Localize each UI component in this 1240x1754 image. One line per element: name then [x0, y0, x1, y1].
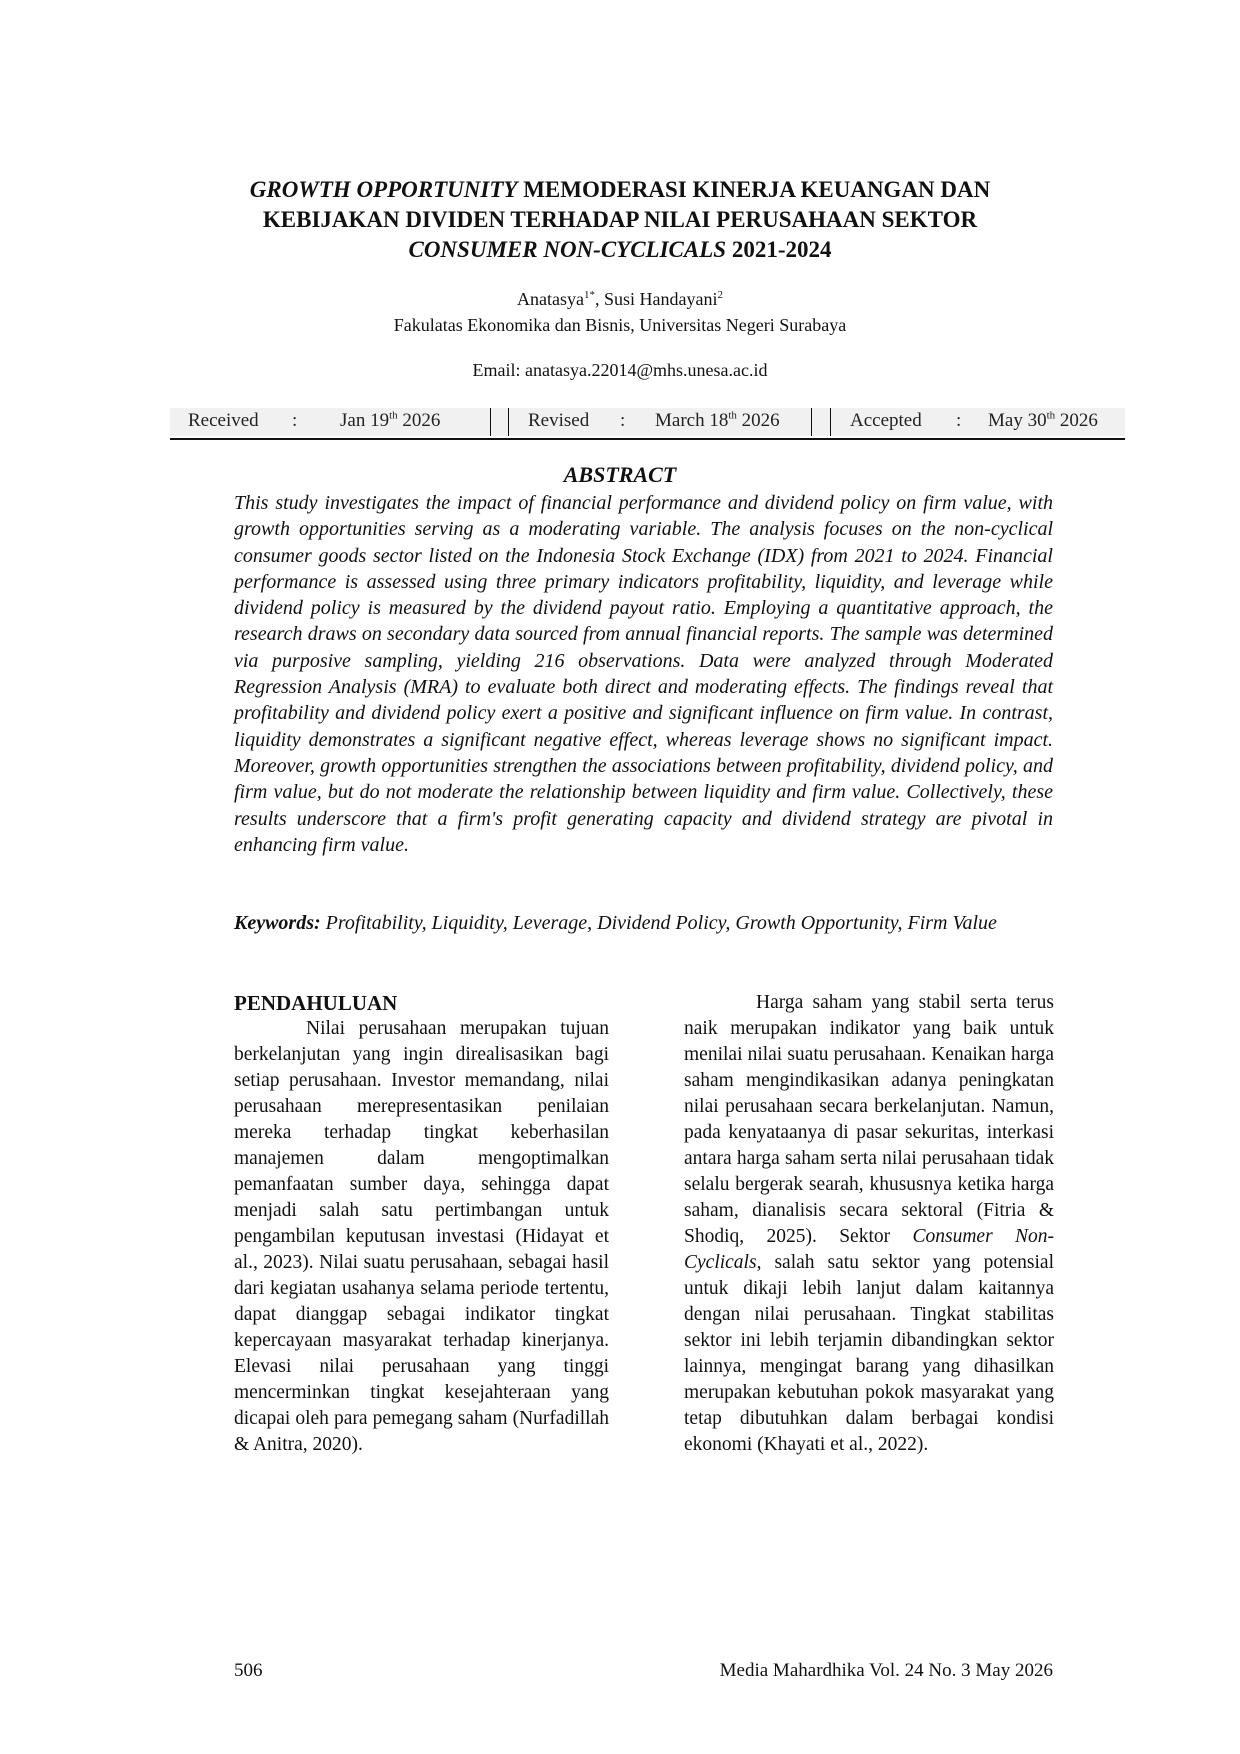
received-date: Jan 19th 2026 [340, 409, 441, 431]
accepted-date: May 30th 2026 [988, 409, 1098, 431]
right-column [684, 990, 1054, 1458]
affiliation: Fakulatas Ekonomika dan Bisnis, Universitas Negeri Surabaya [393, 315, 847, 335]
received-label: Received [188, 410, 259, 431]
left-column [234, 990, 609, 1458]
title-line-2: KEBIJAKAN DIVIDEN TERHADAP NILAI PERUSAHAAN SEKTOR [262, 207, 978, 232]
paragraph-1: Nilai perusahaan merupakan tujuan berkelanjutan yang ingin direalisasikan bagi setiap perusahaan. Investor memandang, nilai perusahaan merepresentasikan penilaian mereka terhadap tingkat keberhasilan manajemen dalam mengoptimalkan pemanfaatan sumber daya, sehingga dapat menjadi salah satu pertimbangan untuk pengambilan keputusan investasi (Hidayat et al., 2023). Nilai suatu perusahaan, sebagai hasil dari kegiatan usahanya selama periode tertentu, dapat dianggap sebagai indikator tingkat kepercayaan masyarakat terhadap kinerjanya. Elevasi nilai perusahaan yang tinggi mencerminkan tingkat kesejahteraan yang dicapai oleh para pemegang saham (Nurfadillah & Anitra, 2020). [234, 1018, 609, 1455]
revised-colon: : [620, 410, 626, 431]
title-line-3: CONSUMER NON-CYCLICALS 2021-2024 [408, 237, 832, 262]
title-line-1: GROWTH OPPORTUNITY MEMODERASI KINERJA KEUANGAN DAN [249, 177, 991, 202]
page-number: 506 [234, 1660, 263, 1681]
abstract-text: This study investigates the impact of financial performance and dividend policy on firm value, with growth opportunities serving as a moderating variable. The analysis focuses on the non-cyclical consumer goods sector listed on the Indonesia Stock Exchange (IDX) from 2021 to 2024. Financial performance is assessed using three primary indicators profitability, liquidity, and leverage while dividend policy is measured by the dividend payout ratio. Employing a quantitative approach, the research draws on secondary data sourced from annual financial reports. The sample was determined via purposive sampling, yielding 216 observations. Data were analyzed through Moderated Regression Analysis (MRA) to evaluate both direct and moderating effects. The findings reveal that profitability and dividend policy exert a positive and significant influence on firm value. In contrast, liquidity demonstrates a significant negative effect, whereas leverage shows no significant impact. Moreover, growth opportunities strengthen the associations between profitability, dividend policy, and firm value, but do not moderate the relationship between liquidity and firm value. Collectively, these results underscore that a firm's profit generating capacity and dividend strategy are pivotal in enhancing firm value. [234, 492, 1053, 856]
submission-dates-bar [170, 408, 1125, 440]
author-email: Email: anatasya.22014@mhs.unesa.ac.id [472, 360, 768, 380]
keywords: Keywords: Profitability, Liquidity, Leverage, Dividend Policy, Growth Opportunity, Firm Value [234, 912, 997, 934]
received-colon: : [292, 410, 298, 431]
revised-label: Revised [528, 410, 590, 431]
paragraph-2: Harga saham yang stabil serta terus naik merupakan indikator yang baik untuk menilai nilai suatu perusahaan. Kenaikan harga saham mengindikasikan adanya peningkatan nilai perusahaan secara berkelanjutan. Namun, pada kenyataanya di pasar sekuritas, interkasi antara harga saham serta nilai perusahaan tidak selalu bergerak searah, khususnya ketika harga saham, dianalisis secara sektoral (Fitria & Shodiq, 2025). Sektor Consumer Non-Cyclicals, salah satu sektor yang potensial untuk dikaji lebih lanjut dalam kaitannya dengan nilai perusahaan. Tingkat stabilitas sektor ini lebih terjamin dibandingkan sektor lainnya, mengingat barang yang dihasilkan merupakan kebutuhan pokok masyarakat yang tetap dibutuhkan dalam berbagai kondisi ekonomi (Khayati et al., 2022). [684, 992, 1055, 1455]
accepted-colon: : [956, 410, 962, 431]
revised-date: March 18th 2026 [655, 409, 780, 431]
author-list: Anatasya$^{1*}$, Susi Handayani$^2$ [517, 289, 723, 309]
abstract-heading: ABSTRACT [563, 462, 677, 487]
accepted-label: Accepted [850, 410, 922, 431]
journal-footer: Media Mahardhika Vol. 24 No. 3 May 2026 [719, 1660, 1053, 1681]
section-heading: PENDAHULUAN [234, 991, 398, 1015]
paper-title [150, 175, 1090, 265]
